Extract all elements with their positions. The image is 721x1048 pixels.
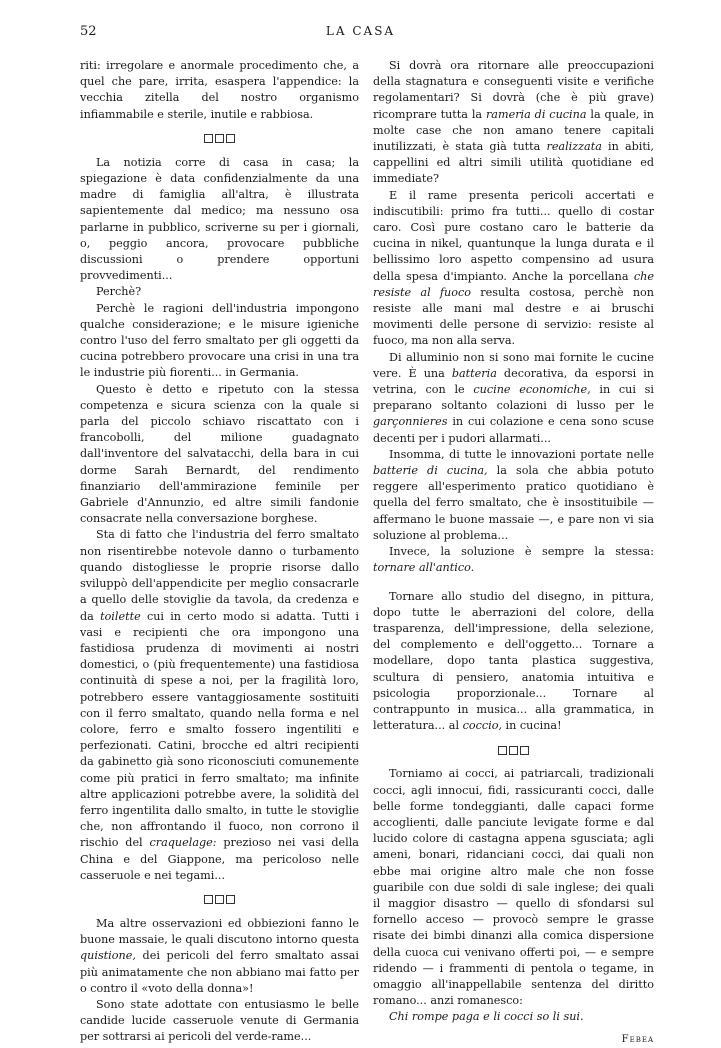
right-column [373,58,654,1048]
paragraph: Sta di fatto che l'industria del ferro smaltato non risentirebbe notevole danno o turbamento quando distogliesse le proprie risorse dallo sviluppò dell'appendicite per meglio consacrarle a quello delle stoviglie da tavola, da credenza e da toilette cui in certo modo si adatta. Tutti i vasi e recipienti che ora impongono una fastidiosa prudenza di movimenti ai nostri domestici, o (più frequentemente) una fastidiosa continuità di spese a noi, per la fragilità loro, potrebbero essere vantaggiosamente sostituiti con il ferro smaltato, quando nella forma e nel colore, ferro e smalto fossero ingentiliti e perfezionati. Catini, brocche ed altri recipienti da gabinetto già sono riconosciuti comunemente come più pratici in ferro smaltato; ma infinite altre applicazioni potrebbe avere, la solidità del ferro ingentilita dallo smalto, in tutte le stoviglie che, non affrontando il fuoco, non corrono il rischio del craquelage: prezioso nei vasi della China e del Giappone, ma pericoloso nelle casseruole e nei tegami... [80,528,360,882]
paragraph: Si dovrà ora ritornare alle preoccupazioni della stagnatura e conseguenti visite e verifiche regolamentari? Si dovrà (che è più grave) ricomprare tutta la rameria di cucina la quale, in molte case che non amano tenere capitali inutilizzati, è stata già tutta realizzata in abiti, cappellini ed altri simili utilità quotidiane ed immediate? [373,59,654,186]
paragraph: Insomma, di tutte le innovazioni portate nelle batterie di cucina, la sola che abbia potuto reggere all'esperimento pratico quotidiano è quella del ferro smaltato, che è insostituibile — affermano le buone massaie —, e pare non vi sia soluzione al problema... [373,447,654,542]
paragraph: Di alluminio non si sono mai fornite le cucine vere. È una batteria decorativa, da esporsi in vetrina, con le cucine economiche, in cui si preparano soltanto colazioni di lusso per le garçonnieres in cui colazione e cena sono scuse decenti per i pudori allarmati... [373,350,654,445]
author-signature: Febea [621,1033,654,1045]
section-ornament [80,129,359,149]
paragraph: La notizia corre di casa in casa; la spiegazione è data confidenzialmente da una madre di famiglia all'altra, è illustrata sapientemente dal medico; ma nessuno osa parlarne in pubblico, scriverne su per i giornali, o, peggio ancora, provocare pubbliche discussioni o prendere opportuni provvedimenti... [80,155,359,283]
paragraph: Perchè le ragioni dell'industria impongono qualche considerazione; e le misure igieniche contro l'uso del ferro smaltato per gli oggetti da cucina potrebbero provocare una crisi in una tra le industrie più fiorenti... in Germania. [80,301,359,380]
paragraph: Ma altre osservazioni ed obbiezioni fanno le buone massaie, le quali discutono intorno questa quistione, dei pericoli del ferro smaltato assai più animatamente che non abbiano mai fatto per o contro il «voto della donna»! [80,916,359,995]
paragraph: Sono state adottate con entusiasmo le belle candide lucide casseruole venute di Germania per sottrarsi ai pericoli del verde-rame... [80,997,359,1044]
paragraph: Tornare allo studio del disegno, in pittura, dopo tutte le aberrazioni del colore, della trasparenza, dell'impressione, della selezione, del complemento e dell'oggetto... Tornare a modellare, dopo tanta plastica suggestiva, scultura di pensiero, anatomia intuitiva e psicologia proporzionale... Tornare al contrappunto in musica... alla grammatica, in letteratura... al coccio, in cucina! [373,589,654,733]
paragraph: Torniamo ai cocci, ai patriarcali, tradizionali cocci, agli innocui, fidi, rassicuranti cocci, dalle belle forme tondeggianti, dalle capaci forme accoglienti, dalle panciute levigate forme e dal lucido colore di castagna appena sgusciata; agli ameni, bonari, ridanciani cocci, dai quali non ebbe mai origine altro male che non fosse guaribile con due soldi di sale inglese; dei quali il maggior disastro — quello di sfondarsi sul fornello acceso — provocò sempre le grasse risate dei bimbi dinanzi alla comica dispersione della cuoca cui venivano offerti poi, — e sempre ridendo — i frammenti di pentola o tegame, in omaggio all'inappellabile sentenza del diritto romano... anzi romanesco: [373,767,654,1008]
paragraph: Invece, la soluzione è sempre la stessa: tornare all'antico. [373,545,654,575]
closing-proverb: Chi rompe paga e li cocci so li sui. [389,1010,584,1024]
running-title: LA CASA [325,24,396,38]
paragraph: Questo è detto e ripetuto con la stessa competenza e sicura scienza con la quale si parla del piccolo schiavo riscattato con i francobolli, del milione guadagnato dall'inventore del salvatacchi, della bara in cui dorme Sarah Bernardt, del rendimento finanziario dell'ammirazione feminile per Gabriele d'Annunzio, ed altre simili fandonie consacrate nella conversazione borghese. [80,382,359,526]
paragraph: E il rame presenta pericoli accertati e indiscutibili: primo fra tutti... quello di costar caro. Così pure costano caro le batterie da cucina in nikel, quantunque la lunga durata e il bellissimo loro aspetto compensino ad usura della spesa d'impianto. Anche la porcellana che resiste al fuoco resulta costosa, perchè non resiste alle mani mal destre e ai bruschi movimenti delle persone di servizio: resiste al fuoco, ma non alla serva. [373,188,654,348]
paragraph: riti: irregolare e anormale procedimento che, a quel che pare, irrita, esaspera l'appendice: la vecchia zitella del nostro organismo infiammabile e sterile, inutile e rabbiosa. [80,59,359,121]
paragraph: Perchè? [96,285,142,299]
section-ornament [373,740,654,760]
page-number: 52 [80,24,97,39]
left-column [80,58,359,1046]
